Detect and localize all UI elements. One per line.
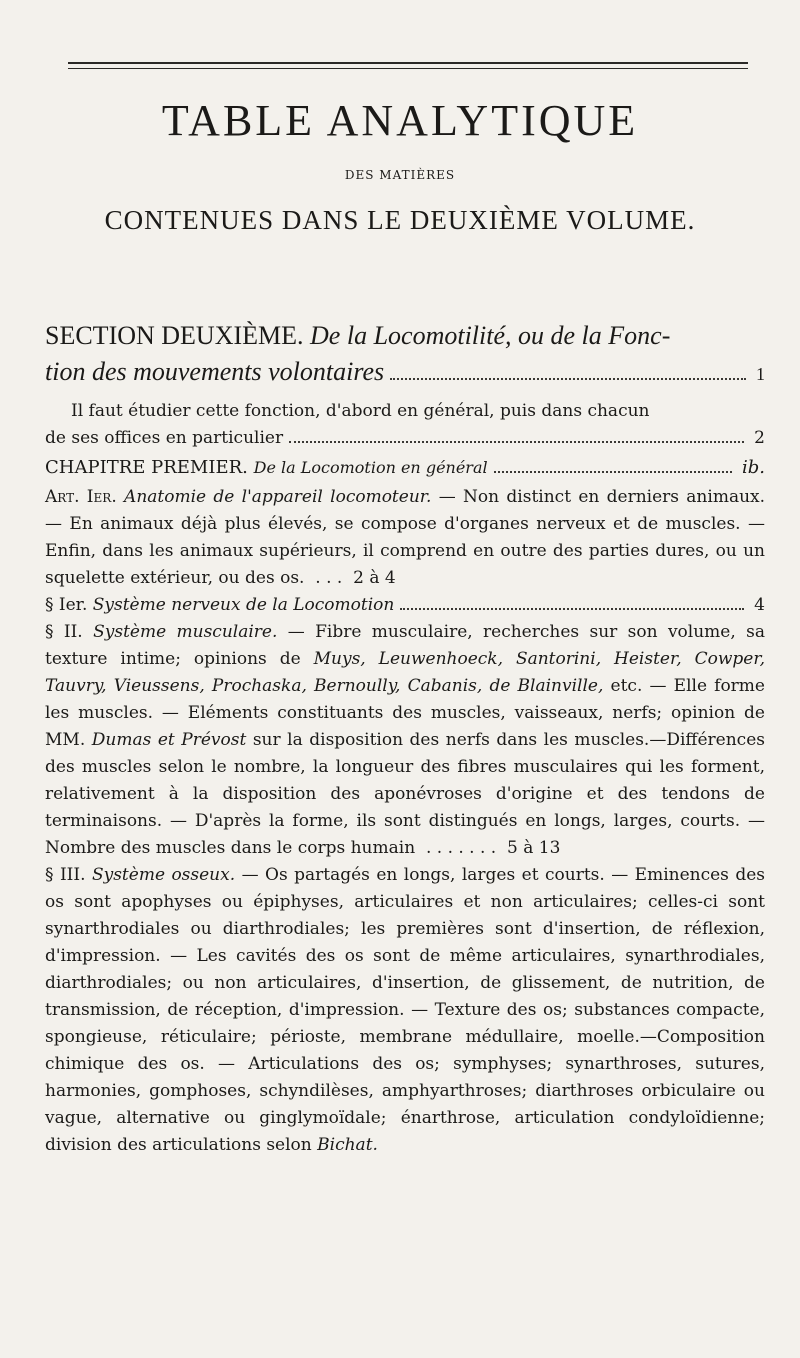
page-subtitle-2: CONTENUES DANS LE DEUXIÈME VOLUME. [104, 205, 696, 235]
para2-text-1: — Fibre musculaire, recherches sur son volume, sa texture intime; opinions de [45, 622, 765, 669]
para1-entry [45, 592, 765, 619]
article-entry: Art. Ier. Anatomie de l'appareil locomoteur. — Non distinct en derniers animaux. — En animaux déjà plus élevés, se compose d'organes nerveux et de muscles. — Enfin, dans les animaux supérieurs, il comprend en outre des parties dures, ou un squelette extérieur, ou des os. . . . 2 à 4 [45, 487, 766, 588]
para2-entry: § II. Système musculaire. — Fibre musculaire, recherches sur son volume, sa texture intime; opinions de Muys, Leuwenhoeck, Santorini, Heister, Cowper, Tauvry, Vieussens, Prochaska, Bernoully, Cabanis, de Blainville, etc. — Elle forme les muscles. — Eléments constituants des muscles, vaisseaux, nerfs; opinion de MM. Dumas et Prévost sur la disposition des nerfs dans les muscles.—Différences des muscles selon le nombre, la longueur des fibres musculaires qui les forment, relativement à la disposition des aponévroses d'origine et des tendons de terminaisons. — D'après la forme, ils sont distingués en longs, larges, courts. — Nombre des muscles dans le corps humain . . . . . . . 5 à 13 [45, 622, 766, 858]
para1-title: Système nerveux de la Locomotion [92, 595, 395, 615]
para3-entry [45, 862, 765, 1159]
chapter-entry [45, 454, 765, 482]
section-entry [45, 318, 765, 392]
section-page: 1 [756, 364, 765, 384]
para2-authors: Muys, Leuwenhoeck, Santorini, Heister, Cowper, Tauvry, Vieussens, Prochaska, Bernoully, Cabanis, de Blainville, [45, 649, 766, 696]
para3-author: Bichat. [317, 1135, 378, 1155]
chapter-title: De la Locomotion en général [253, 458, 488, 477]
para2-names: Dumas et Prévost [91, 730, 247, 750]
para2-page: 5 à 13 [507, 838, 561, 858]
top-rule [68, 62, 748, 64]
dot-leader [289, 441, 744, 443]
article-text: — Non distinct en derniers animaux. — En animaux déjà plus élevés, se compose d'organes nerveux et de muscles. — Enfin, dans les animaux supérieurs, il comprend en outre des parties dures, ou un squelette extérieur, ou des os. [45, 487, 766, 588]
section-title-2: tion des mouvements volontaires [45, 357, 385, 386]
para1-page: 4 [754, 595, 765, 615]
top-rule-thin [68, 68, 748, 69]
para1-label: § Ier. [45, 595, 88, 615]
article-page: 2 à 4 [353, 568, 396, 588]
para2-label: § II. [45, 622, 83, 642]
para2-text-3: sur la disposition des nerfs dans les muscles.—Différences des muscles selon le nombre, la longueur des fibres musculaires qui les forment, relativement à la disposition des aponévroses d'origine et des tendons de terminaisons. — D'après la forme, ils sont distingués en longs, larges, courts. — Nombre des muscles dans le corps humain [45, 730, 765, 858]
para3-title: Système osseux. [91, 865, 236, 885]
intro-line-2: de ses offices en particulier [45, 428, 284, 448]
section-label: SECTION DEUXIÈME. [45, 321, 304, 350]
dot-leader [390, 378, 746, 380]
intro-entry [45, 398, 765, 452]
article-title: Anatomie de l'appareil locomoteur. [124, 487, 432, 507]
toc-body [45, 318, 765, 1159]
page-title: TABLE ANALYTIQUE [161, 96, 639, 145]
intro-line-1: Il faut étudier cette fonction, d'abord en général, puis dans chacun [71, 401, 650, 421]
section-title-1: De la Locomotilité, ou de la Fonc- [310, 321, 671, 350]
para2-title: Système musculaire. [93, 622, 278, 642]
para3-text: — Os partagés en longs, larges et courts. — Eminences des os sont apophyses ou épiphyses, articulaires et non articulaires; celles-ci sont synarthrodiales ou diarthrodiales; les premières sont d'insertion, de réflexion, d'impression. — Les cavités des os sont de même articulaires, synarthrodiales, diarthrodiales; ou non articulaires, d'insertion, de glissement, de nutrition, de transmission, de réception, d'impression. — Texture des os; substances compacte, spongieuse, réticulaire; périoste, membrane médullaire, moelle.—Composition chimique des os. — Articulations des os; symphyses; synarthroses, sutures, harmonies, gomphoses, schyndilèses, amphyarthroses; diarthroses orbiculaire ou vague, alternative ou ginglymoïdale; énarthrose, articulation condyloïdienne; division des articulations selon [45, 865, 765, 1155]
intro-page: 2 [754, 428, 765, 448]
chapter-page: ib. [741, 457, 765, 478]
para3-label: § III. [45, 865, 86, 885]
dot-leader [400, 608, 744, 610]
para2-text-2: etc. — Elle forme les muscles. — Eléments constituants des muscles, vaisseaux, nerfs; opinion de MM. [45, 676, 765, 750]
article-label: Art. Ier. [45, 487, 117, 507]
dot-leader [494, 471, 732, 473]
page-subtitle: DES MATIÈRES [344, 168, 456, 182]
chapter-label: CHAPITRE PREMIER. [45, 457, 248, 478]
